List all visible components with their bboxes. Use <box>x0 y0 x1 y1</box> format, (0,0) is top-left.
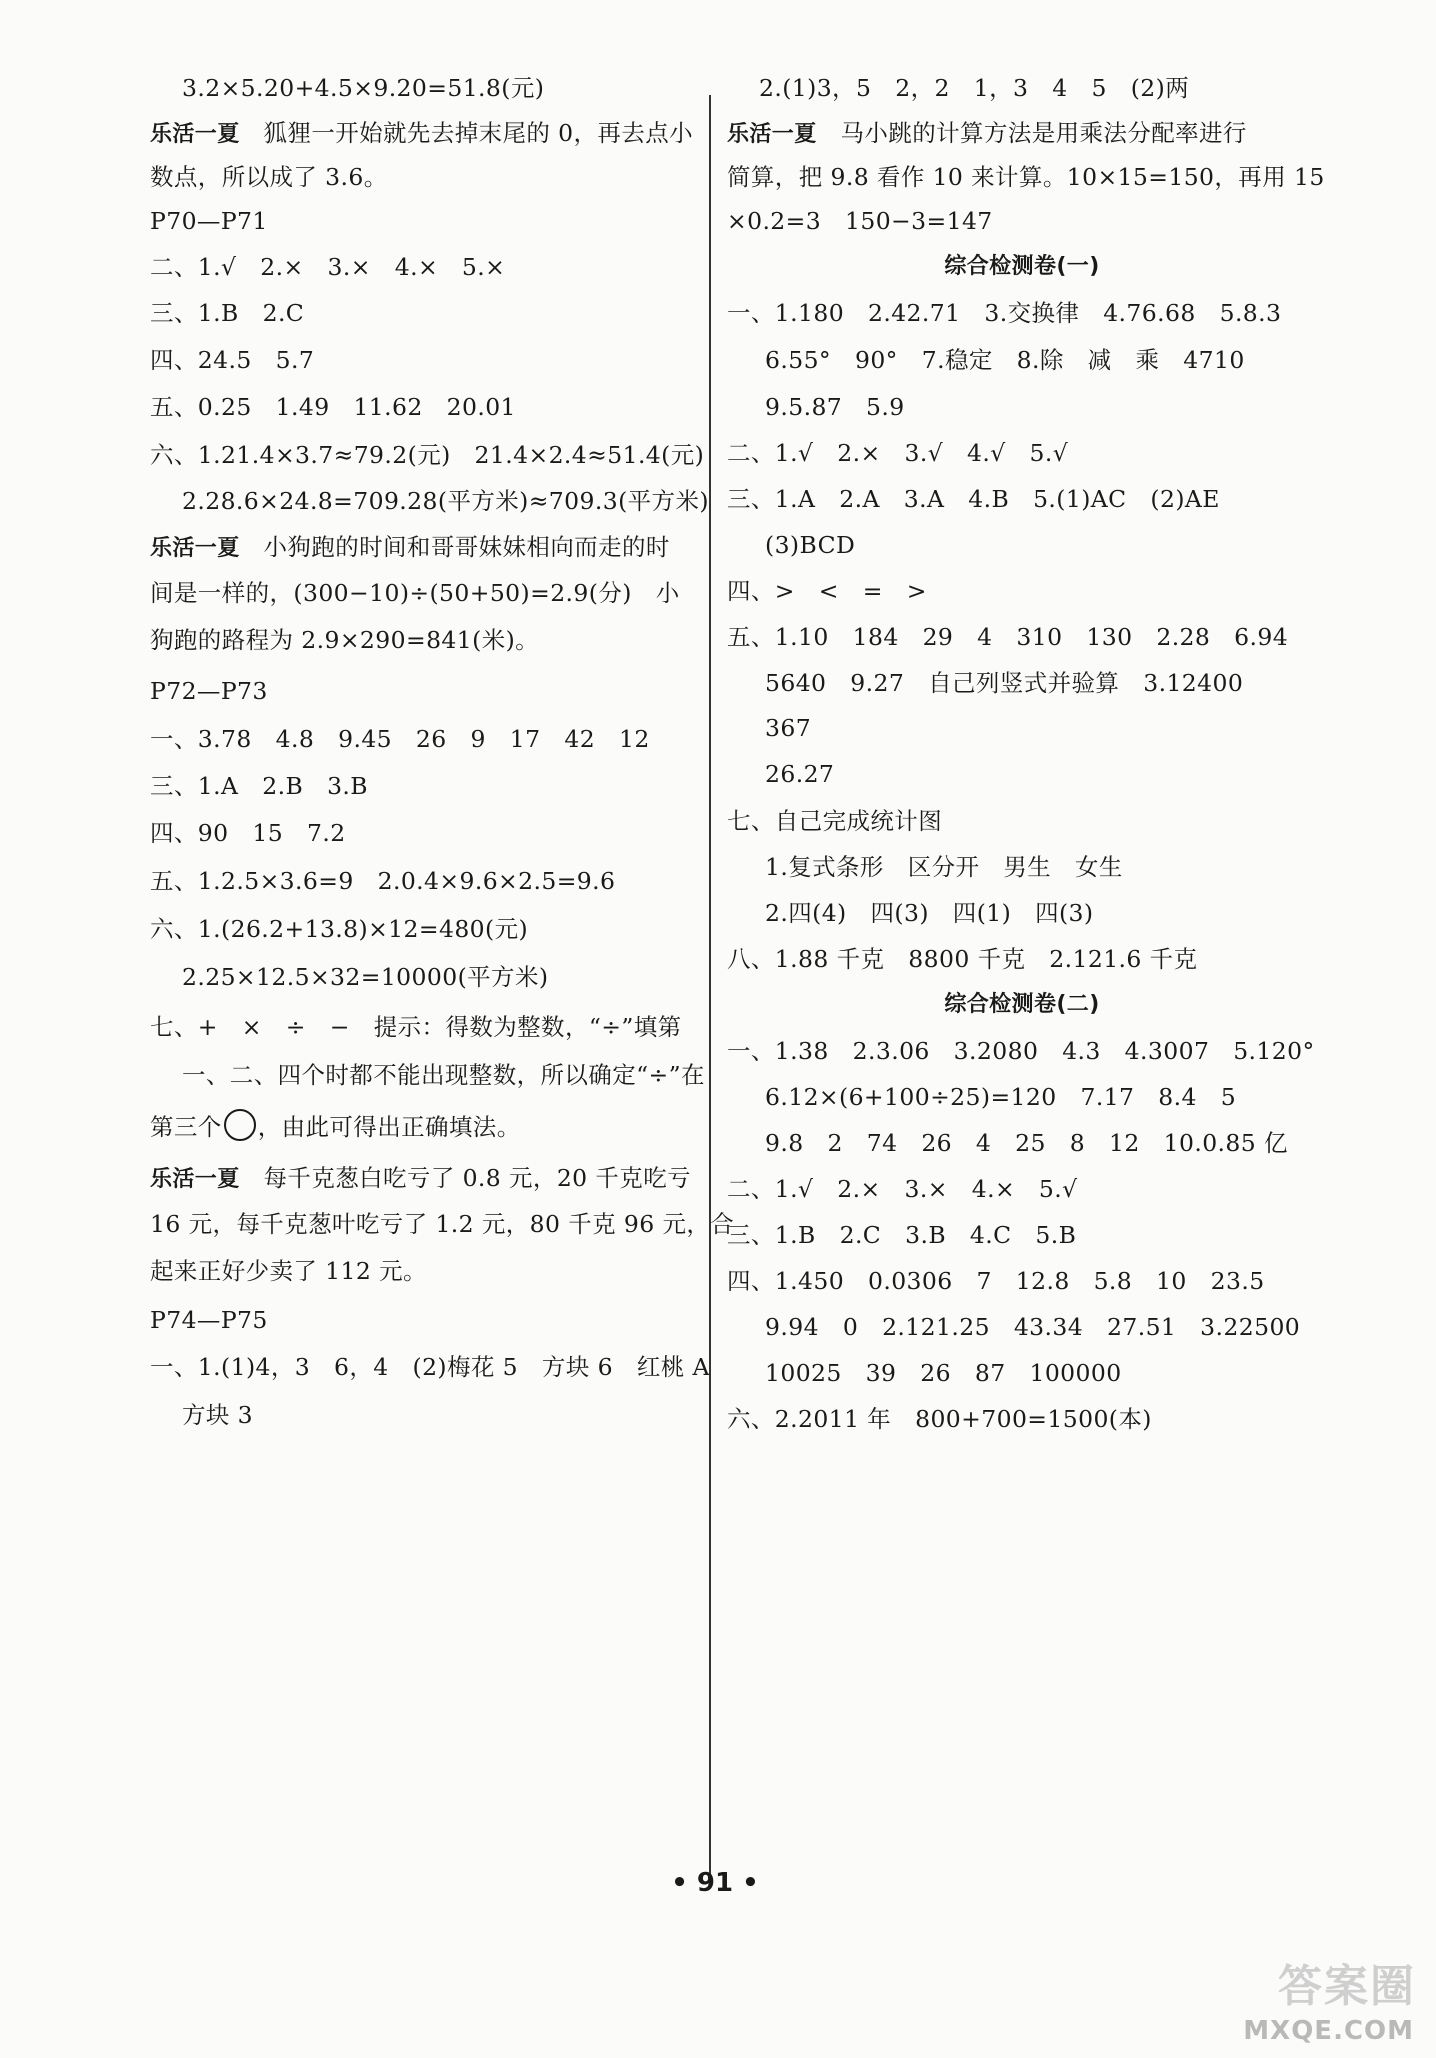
answer-line: 2.(1)3，5 2，2 1，3 4 5 (2)两 <box>759 74 1190 102</box>
answer-line <box>150 532 670 564</box>
left-column <box>150 0 735 1900</box>
section-label: 乐活一夏 <box>150 122 240 147</box>
answer-line: 2.28.6×24.8=709.28(平方米)≈709.3(平方米) <box>182 487 709 515</box>
page-number: • 91 • <box>671 1868 759 1898</box>
answer-line: 367 <box>765 714 812 742</box>
answer-line: 一、1.180 2.42.71 3.交换律 4.76.68 5.8.3 <box>727 299 1282 327</box>
test-section-heading: 综合检测卷(一) <box>944 254 1100 279</box>
answer-line: 26.27 <box>765 760 835 788</box>
answer-line: 10025 39 26 87 100000 <box>765 1359 1122 1387</box>
answer-line: 二、1.√ 2.× 3.× 4.× 5.× <box>150 253 506 281</box>
section-label: 乐活一夏 <box>150 1167 240 1192</box>
page-range-heading: P72—P73 <box>150 677 268 705</box>
test-section-heading: 综合检测卷(二) <box>944 992 1100 1017</box>
answer-line: 2.25×12.5×32=10000(平方米) <box>182 963 549 991</box>
answer-line: 四、90 15 7.2 <box>150 819 346 847</box>
answer-line: 七、+ × ÷ − 提示：得数为整数，“÷”填第 <box>150 1013 682 1041</box>
answer-text: 第三个 <box>150 1113 222 1141</box>
answer-text: 小狗跑的时间和哥哥妹妹相向而走的时 <box>263 533 670 561</box>
answer-line <box>150 1163 691 1195</box>
watermark-logo: 答案圈 <box>1278 1961 1416 2012</box>
answer-text: ，由此可得出正确填法。 <box>257 1113 521 1141</box>
section-label: 乐活一夏 <box>150 536 240 561</box>
right-column <box>727 0 1325 1900</box>
answer-line: 数点，所以成了 3.6。 <box>150 163 388 191</box>
answer-line: 5640 9.27 自己列竖式并验算 3.12400 <box>765 669 1244 697</box>
answer-line: 简算，把 9.8 看作 10 来计算。10×15=150，再用 15 <box>727 163 1325 191</box>
answer-line: 六、1.21.4×3.7≈79.2(元) 21.4×2.4≈51.4(元) <box>150 441 705 469</box>
answer-line: 八、1.88 千克 8800 千克 2.121.6 千克 <box>727 945 1198 973</box>
answer-line <box>150 118 693 150</box>
answer-line: 9.8 2 74 26 4 25 8 12 10.0.85 亿 <box>765 1129 1288 1157</box>
answer-line: 间是一样的，(300−10)÷(50+50)=2.9(分) 小 <box>150 579 680 607</box>
answer-line: 6.12×(6+100÷25)=120 7.17 8.4 5 <box>765 1083 1237 1111</box>
page-range-heading: P70—P71 <box>150 207 268 235</box>
answer-line <box>150 1109 521 1142</box>
answer-line: 五、1.10 184 29 4 310 130 2.28 6.94 <box>727 623 1289 651</box>
answer-line: (3)BCD <box>765 531 856 559</box>
answer-line: 五、0.25 1.49 11.62 20.01 <box>150 393 516 421</box>
answer-line: 三、1.B 2.C 3.B 4.C 5.B <box>727 1221 1077 1249</box>
answer-line: 三、1.B 2.C <box>150 299 305 327</box>
answer-line: 狗跑的路程为 2.9×290=841(米)。 <box>150 626 540 654</box>
answer-line: 四、24.5 5.7 <box>150 346 315 374</box>
watermark <box>1160 1950 1420 2050</box>
answer-line: 六、1.(26.2+13.8)×12=480(元) <box>150 915 529 943</box>
answer-line <box>727 118 1247 150</box>
answer-text: 马小跳的计算方法是用乘法分配率进行 <box>840 119 1247 147</box>
answer-line: ×0.2=3 150−3=147 <box>727 207 993 235</box>
answer-line: 二、1.√ 2.× 3.× 4.× 5.√ <box>727 1175 1078 1203</box>
answer-line: 二、1.√ 2.× 3.√ 4.√ 5.√ <box>727 439 1069 467</box>
column-divider <box>709 95 711 1885</box>
answer-line: 方块 3 <box>182 1401 254 1429</box>
watermark-url: MXQE.COM <box>1243 2016 1414 2046</box>
answer-line: 16 元，每千克葱叶吃亏了 1.2 元，80 千克 96 元，合 <box>150 1210 735 1238</box>
answer-line: 9.5.87 5.9 <box>765 393 905 421</box>
answer-line: 七、自己完成统计图 <box>727 807 943 835</box>
answer-line: 三、1.A 2.B 3.B <box>150 772 368 800</box>
answer-line: 1.复式条形 区分开 男生 女生 <box>765 853 1123 881</box>
answer-line: 一、1.38 2.3.06 3.2080 4.3 4.3007 5.120° <box>727 1037 1315 1065</box>
page-range-heading: P74—P75 <box>150 1306 268 1334</box>
answer-line: 一、二、四个时都不能出现整数，所以确定“÷”在 <box>182 1061 705 1089</box>
answer-line: 9.94 0 2.121.25 43.34 27.51 3.22500 <box>765 1313 1301 1341</box>
answer-line: 一、3.78 4.8 9.45 26 9 17 42 12 <box>150 725 650 753</box>
section-label: 乐活一夏 <box>727 122 817 147</box>
answer-line: 五、1.2.5×3.6=9 2.0.4×9.6×2.5=9.6 <box>150 867 616 895</box>
circle-blank-icon <box>224 1109 256 1141</box>
answer-text: 每千克葱白吃亏了 0.8 元，20 千克吃亏 <box>263 1164 692 1192</box>
answer-line: 四、> < = > <box>727 577 927 605</box>
answer-line: 6.55° 90° 7.稳定 8.除 减 乘 4710 <box>765 346 1245 374</box>
answer-line: 六、2.2011 年 800+700=1500(本) <box>727 1405 1152 1433</box>
answer-line: 3.2×5.20+4.5×9.20=51.8(元) <box>182 74 545 102</box>
answer-line: 三、1.A 2.A 3.A 4.B 5.(1)AC (2)AE <box>727 485 1220 513</box>
answer-text: 狐狸一开始就先去掉末尾的 0，再去点小 <box>263 119 694 147</box>
answer-line: 2.四(4) 四(3) 四(1) 四(3) <box>765 899 1094 927</box>
answer-line: 一、1.(1)4，3 6，4 (2)梅花 5 方块 6 红桃 A <box>150 1353 710 1381</box>
answer-line: 起来正好少卖了 112 元。 <box>150 1257 427 1285</box>
answer-line: 四、1.450 0.0306 7 12.8 5.8 10 23.5 <box>727 1267 1265 1295</box>
